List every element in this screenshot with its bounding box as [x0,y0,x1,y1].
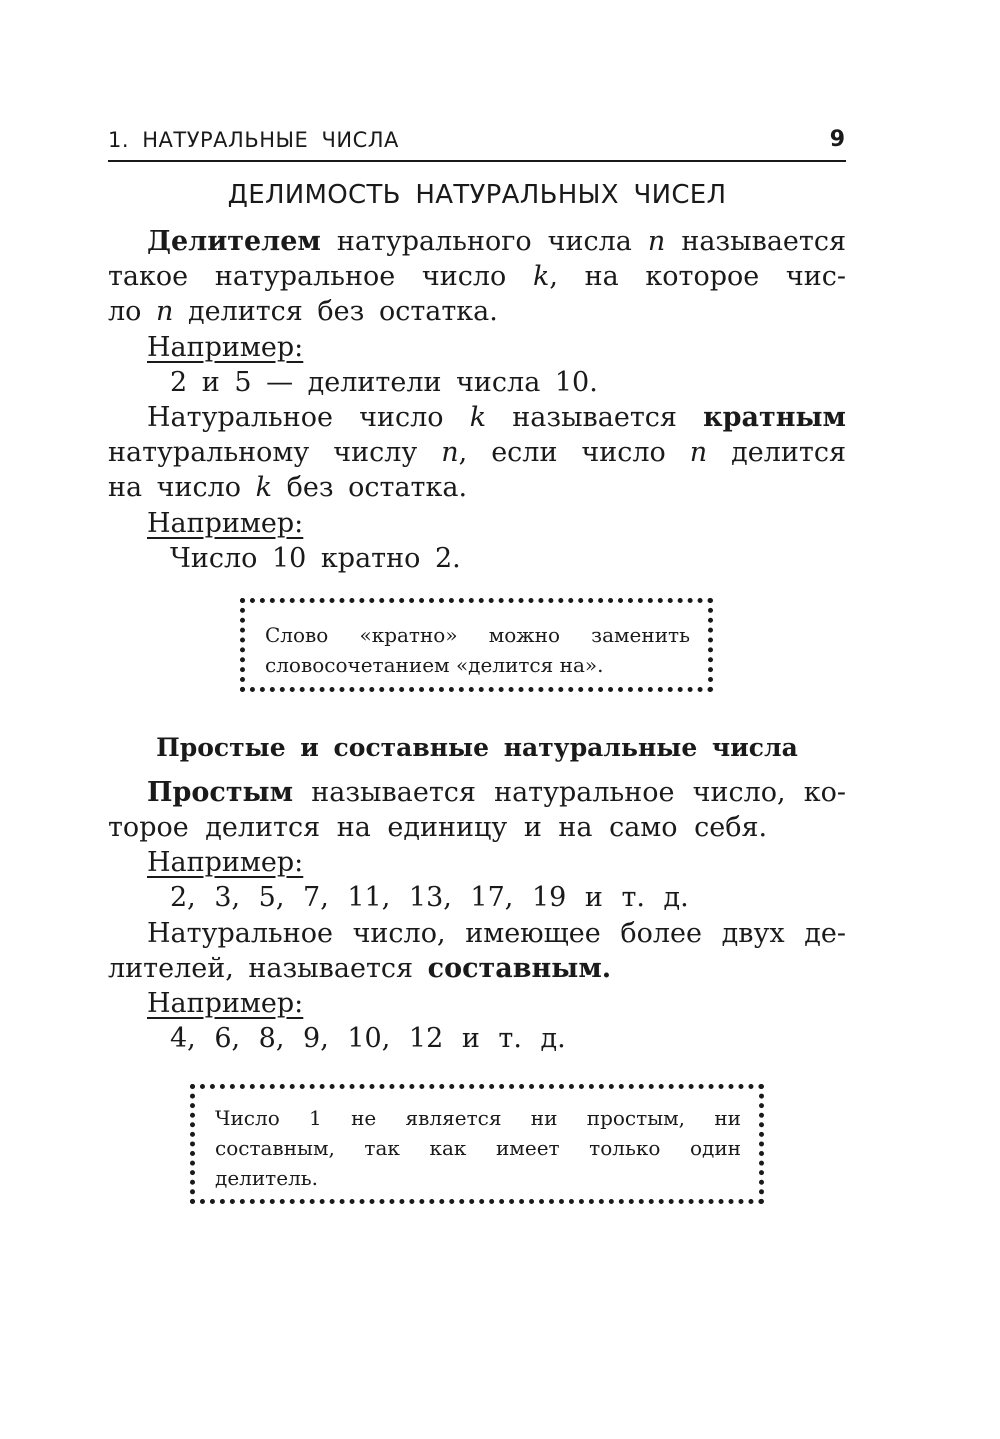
note-line: делитель. [215,1166,319,1190]
var-k: k [469,402,487,433]
term-prime: Простым [147,777,294,808]
page-number: 9 [829,127,845,152]
composite-def-line-1: Натуральное число, имеющее более двух де- [147,918,846,949]
note-line: словосочетанием «делится на». [265,653,604,677]
multiple-def-line-1: Натуральное число k называется кратным [147,402,847,433]
example-text: Число 10 кратно 2. [170,543,461,574]
prime-def-line-2: торое делится на единицу и на само себя. [108,812,768,843]
prime-def-line-1: Простым называется натуральное число, ко- [147,777,846,808]
var-k: k [255,472,273,503]
example-label: Например: [147,847,304,878]
note-line: составным, так как имеет только один [215,1136,741,1160]
var-k: k [532,261,550,292]
note-box [190,1084,764,1204]
divisor-def-line-3: ло n делится без остатка. [108,296,498,327]
header-rule [108,160,846,162]
running-header-chapter: 1. НАТУРАЛЬНЫЕ ЧИСЛА [108,128,399,152]
divisor-def-line-1: Делителем натурального числа n называется [147,226,846,257]
var-n: n [647,226,666,257]
section-title-prime-composite: Простые и составные натуральные числа [156,733,798,762]
multiple-def-line-3: на число k без остатка. [108,472,468,503]
composite-def-line-2: лителей, называется составным. [108,953,612,984]
note-line: Число 1 не является ни простым, ни [215,1106,741,1130]
example-label: Например: [147,988,304,1019]
example-label: Например: [147,332,304,363]
term-divisor: Делителем [147,226,321,257]
section-title-divisibility: ДЕЛИМОСТЬ НАТУРАЛЬНЫХ ЧИСЕЛ [227,180,727,210]
var-n: n [441,437,459,468]
divisor-def-line-2: такое натуральное число k, на которое чис- [108,261,846,292]
example-text: 2, 3, 5, 7, 11, 13, 17, 19 и т. д. [170,882,689,913]
note-line: Слово «кратно» можно заменить [265,623,690,647]
example-text: 2 и 5 — делители числа 10. [170,367,598,398]
example-label: Например: [147,508,304,539]
note-box [240,598,713,692]
multiple-def-line-2: натуральному числу n, если число n делится [108,437,846,468]
var-n: n [689,437,708,468]
term-composite: составным. [427,953,612,984]
term-multiple: кратным [703,402,847,433]
example-text: 4, 6, 8, 9, 10, 12 и т. д. [170,1023,566,1054]
var-n: n [156,296,174,327]
